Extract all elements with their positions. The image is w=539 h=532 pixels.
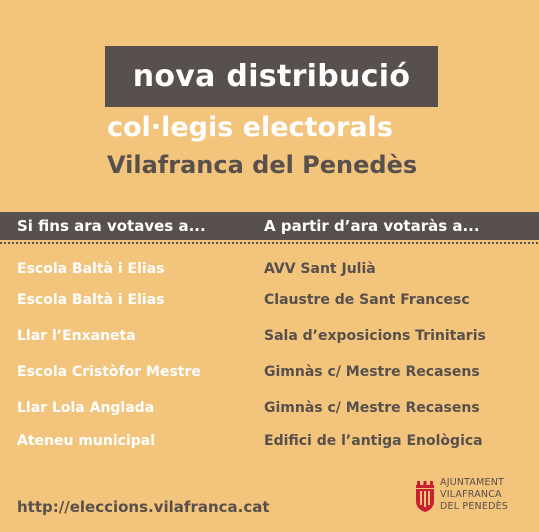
column-header-bar bbox=[0, 212, 539, 240]
row-from: Llar l’Enxaneta bbox=[17, 328, 136, 344]
title-banner bbox=[105, 46, 438, 107]
city-name: Vilafranca del Penedès bbox=[107, 151, 418, 179]
ajuntament-logo bbox=[414, 477, 534, 522]
website-link[interactable]: http://eleccions.vilafranca.cat bbox=[17, 498, 270, 516]
banner-title: nova distribució bbox=[132, 59, 411, 94]
column-header-to: A partir d’ara votaràs a... bbox=[264, 217, 480, 235]
row-to: Gimnàs c/ Mestre Recasens bbox=[264, 400, 480, 416]
row-to: AVV Sant Julià bbox=[264, 261, 376, 277]
column-header-from: Si fins ara votaves a... bbox=[17, 217, 206, 235]
logo-line-2: VILAFRANCA bbox=[440, 489, 502, 500]
logo-line-1: AJUNTAMENT bbox=[440, 477, 505, 488]
row-from: Ateneu municipal bbox=[17, 433, 156, 449]
row-to: Edifici de l’antiga Enològica bbox=[264, 433, 483, 449]
row-to: Sala d’exposicions Trinitaris bbox=[264, 328, 486, 344]
row-from: Llar Lola Anglada bbox=[17, 400, 155, 416]
row-to: Gimnàs c/ Mestre Recasens bbox=[264, 364, 480, 380]
dotted-divider bbox=[0, 242, 539, 244]
row-from: Escola Cristòfor Mestre bbox=[17, 364, 201, 380]
row-from: Escola Baltà i Elias bbox=[17, 261, 165, 277]
subtitle: col·legis electorals bbox=[107, 112, 393, 143]
row-to: Claustre de Sant Francesc bbox=[264, 292, 470, 308]
row-from: Escola Baltà i Elias bbox=[17, 292, 165, 308]
logo-line-3: DEL PENEDÈS bbox=[440, 501, 509, 512]
coat-of-arms-icon bbox=[414, 481, 436, 513]
